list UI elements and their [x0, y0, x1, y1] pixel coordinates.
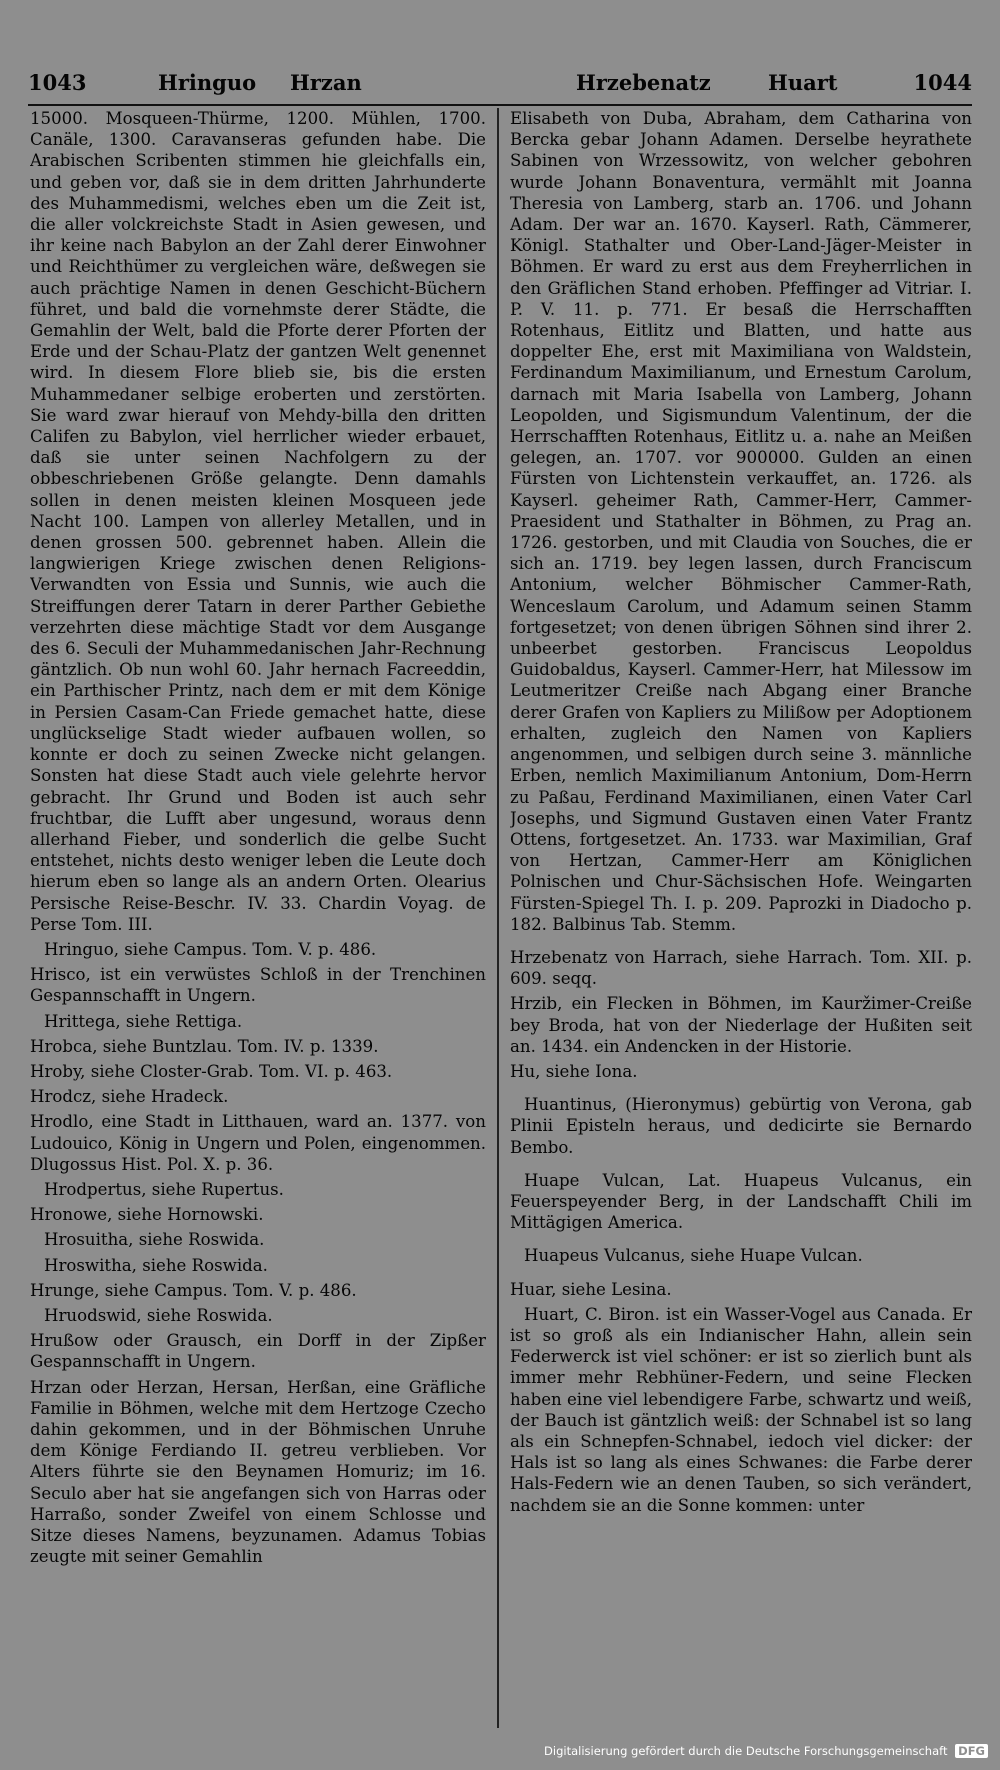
- entry-huapeus-vulcanus: Huapeus Vulcanus, siehe Huape Vulcan.: [524, 1246, 863, 1266]
- entry-hrodlo: Hrodlo, eine Stadt in Litthauen, ward an. 1377. von Ludouico, König in Ungern und Polen, eingenommen. Dlugossus Hist. Pol. X. p. 36.: [30, 1112, 486, 1174]
- entry-hrzebenatz: Hrzebenatz von Harrach, siehe Harrach. Tom. XII. p. 609. seqq.: [510, 947, 972, 989]
- header-word-4: Huart: [768, 70, 838, 95]
- text-paragraph: 15000. Mosqueen-Thürme, 1200. Mühlen, 1700. Canäle, 1300. Caravanseras gefunden habe. Die Arabischen Scribenten stimmen hie gleichfalls ein, und geben vor, daß sie in dem dritten Jahrhunderte des Muhammedismi, welches eben um die Zeit ist, die aller volckreichste Stadt in Asien gewesen, und ihr keine nach Babylon an der Zahl derer Einwohner und Reichthümer zu vergleichen wäre, deßwegen sie auch prächtige Namen in denen Geschicht-Büchern führet, und bald die vornehmste derer Städte, die Gemahlin der Welt, bald die Pforte derer Pforten der Erde und der Schau-Platz der gantzen Welt genennet wird. In diesem Flore blieb sie, bis die ersten Muhammedaner selbige eroberten und zerstörten. Sie ward zwar hierauf von Mehdy-billa den dritten Califen zu Babylon, viel herrlicher wieder erbauet, daß sie unter seinen Nachfolgern zu der obbeschriebenen Größe gelangte. Denn damahls sollen in denen meisten kleinen Mosqueen jede Nacht 100. Lampen von allerley Metallen, und in denen grossen 500. gebrennet haben. Allein die langwierigen Kriege zwischen denen Religions-Verwandten von Essia und Sunnis, wie auch die Streiffungen derer Tatarn in derer Parther Gebiethe verzehrten diese mächtige Stadt vor dem Ausgange des 6. Seculi der Muhammedanischen Jahr-Rechnung gäntzlich. Ob nun wohl 60. Jahr hernach Facreeddin, ein Parthischer Printz, nach dem er mit dem Könige in Persien Casam-Can Friede gemachet hatte, diese unglückselige Stadt wieder aufbauen wollen, so konnte er doch zu seinen Zwecke nicht gelangen. Sonsten hat diese Stadt auch viele gelehrte hervor gebracht. Ihr Grund und Boden ist auch sehr fruchtbar, die Lufft aber ungesund, woraus denn allerhand Fieber, und sonderlich die gelbe Sucht entstehet, nichts desto weniger leben die Leute doch hierum eben so lange als an andern Orten. Olearius Persische Reise-Beschr. IV. 33. Chardin Voyag. de Perse Tom. III.: [30, 109, 486, 934]
- entry-hrobca: Hrobca, siehe Buntzlau. Tom. IV. p. 1339.: [30, 1036, 379, 1056]
- text-paragraph: Elisabeth von Duba, Abraham, dem Catharina von Bercka gebar Johann Adamen. Derselbe heyrathete Sabinen von Wrzessowitz, von welcher gebohren wurde Johann Bonaventura, vermählt mit Joanna Theresia von Lamberg, starb an. 1706. und Johann Adam. Der war an. 1670. Kayserl. Rath, Cämmerer, Königl. Stathalter und Ober-Land-Jäger-Meister in Böhmen. Er ward zu erst aus dem Freyherrlichen in den Gräflichen Stand erhoben. Pfeffinger ad Vitriar. I. P. V. 11. p. 771. Er besaß die Herrschafften Rotenhaus, Eitlitz und Blatten, und hatte aus doppelter Ehe, erst mit Maximiliana von Waldstein, Ferdinandum Maximilianum, und Ernestum Carolum, darnach mit Maria Isabella von Lamberg, Johann Leopolden, und Sigismundum Valentinum, der die Herrschafften Rotenhaus, Eitlitz u. a. nahe an Meißen gelegen, an. 1707. vor 900000. Gulden an einen Fürsten von Lichtenstein verkauffet, an. 1726. als Kayserl. geheimer Rath, Cammer-Herr, Cammer-Praesident und Stathalter in Böhmen, zu Prag an. 1726. gestorben, und mit Claudia von Souches, die er sich an. 1719. bey legen lassen, durch Franciscum Antonium, welcher Böhmischer Cammer-Rath, Wenceslaum Carolum, und Adamum seinen Stamm fortgesetzet; von denen übrigen Söhnen sind ihrer 2. unbeerbet gestorben. Franciscus Leopoldus Guidobaldus, Kayserl. Cammer-Herr, hat Milessow im Leutmeritzer Creiße nach Abgang einer Branche derer Grafen von Kapliers zu Milißow per Adoptionem erhalten, zugleich den Namen von Kapliers angenommen, und selbigen durch seine 3. männliche Erben, nemlich Maximilianum Antonium, Dom-Herrn zu Paßau, Ferdinand Maximilianen, einen Vater Carl Josephs, und Sigmund Gustaven einen Vater Frantz Ottens, fortgesetzet. An. 1733. war Maximilian, Graf von Hertzan, Cammer-Herr am Königlichen Polnischen und Chur-Sächsischen Hofe. Weingarten Fürsten-Spiegel Th. I. p. 209. Paprozki in Diadocho p. 182. Balbinus Tab. Stemm.: [510, 109, 972, 934]
- left-column: [30, 108, 486, 1733]
- entry-hrzib: Hrzib, ein Flecken in Böhmen, im Kauržimer-Creiße bey Broda, hat von der Niederlage der Hußiten seit an. 1434. ein Andencken in der Historie.: [510, 994, 972, 1056]
- entry-hrodpertus: Hrodpertus, siehe Rupertus.: [44, 1179, 284, 1199]
- entry-hrosuitha: Hrosuitha, siehe Roswida.: [44, 1230, 265, 1250]
- entry-hrunge: Hrunge, siehe Campus. Tom. V. p. 486.: [30, 1280, 357, 1300]
- entry-hrzan: Hrzan oder Herzan, Hersan, Herßan, eine Gräfliche Familie in Böhmen, welche mit dem Hertzoge Czecho dahin gekommen, und in der Böhmischen Unruhe dem Könige Ferdiando II. getreu verblieben. Vor Alters führte sie den Beynamen Homuriz; im 16. Seculo aber hat sie angefangen sich von Harras oder Harraßo, sonder Zweifel von einem Schlosse und Sitze dieses Namens, beyzunamen. Adamus Tobias zeugte mit seiner Gemahlin: [30, 1377, 486, 1567]
- entry-hringuo: Hringuo, siehe Campus. Tom. V. p. 486.: [44, 939, 377, 959]
- header-word-1: Hringuo: [158, 70, 257, 95]
- header-rule: [28, 104, 972, 106]
- entry-huantinus: Huantinus, (Hieronymus) gebürtig von Verona, gab Plinii Episteln heraus, und dedicirte sie Bernardo Bembo.: [510, 1095, 972, 1157]
- header-word-3: Hrzebenatz: [576, 70, 711, 95]
- right-column: [510, 108, 972, 1733]
- entry-huar: Huar, siehe Lesina.: [510, 1279, 672, 1299]
- entry-huape-vulcan: Huape Vulcan, Lat. Huapeus Vulcanus, ein Feuerspeyender Berg, in der Landschafft Chili im Mittägigen America.: [510, 1170, 972, 1233]
- page-number-left: 1043: [28, 70, 87, 95]
- page-number-right: 1044: [913, 70, 972, 95]
- credit-text: Digitalisierung gefördert durch die Deutsche Forschungsgemeinschaft: [544, 1744, 948, 1758]
- entry-huart: Huart, C. Biron. ist ein Wasser-Vogel aus Canada. Er ist so groß als ein Indianischer Hahn, allein sein Federwerck ist viel schöner: er ist so zierlich bunt als immer mehr Rebhüner-Federn, und seine Flecken haben eine viel lebendigere Farbe, schwartz und weiß, der Bauch ist gäntzlich weiß: der Schnabel ist so lang als ein Schnepfen-Schnabel, iedoch viel dicker: der Hals ist so lang als eines Schwanes: die Farbe derer Hals-Federn wie an denen Tauben, so sich verändert, nachdem sie an die Sonne kommen: unter: [510, 1304, 972, 1515]
- column-divider: [497, 108, 499, 1728]
- running-header: [28, 70, 972, 104]
- entry-hu: Hu, siehe Iona.: [510, 1061, 638, 1081]
- entry-hrussow: Hrußow oder Grausch, ein Dorff in der Zipßer Gespannschafft in Ungern.: [30, 1331, 486, 1372]
- entry-hrisco: Hrisco, ist ein verwüstes Schloß in der Trenchinen Gespannschafft in Ungern.: [30, 965, 486, 1006]
- entry-hroby: Hroby, siehe Closter-Grab. Tom. VI. p. 463.: [30, 1061, 393, 1081]
- dfg-logo: DFG: [955, 1744, 988, 1758]
- entry-hroswitha: Hroswitha, siehe Roswida.: [44, 1255, 268, 1275]
- header-word-2: Hrzan: [290, 70, 362, 95]
- entry-hronowe: Hronowe, siehe Hornowski.: [30, 1205, 264, 1225]
- digitization-credit: [544, 1744, 988, 1764]
- entry-hruodswid: Hruodswid, siehe Roswida.: [44, 1305, 273, 1325]
- entry-hrittega: Hrittega, siehe Rettiga.: [44, 1011, 243, 1031]
- entry-hrodcz: Hrodcz, siehe Hradeck.: [30, 1087, 229, 1107]
